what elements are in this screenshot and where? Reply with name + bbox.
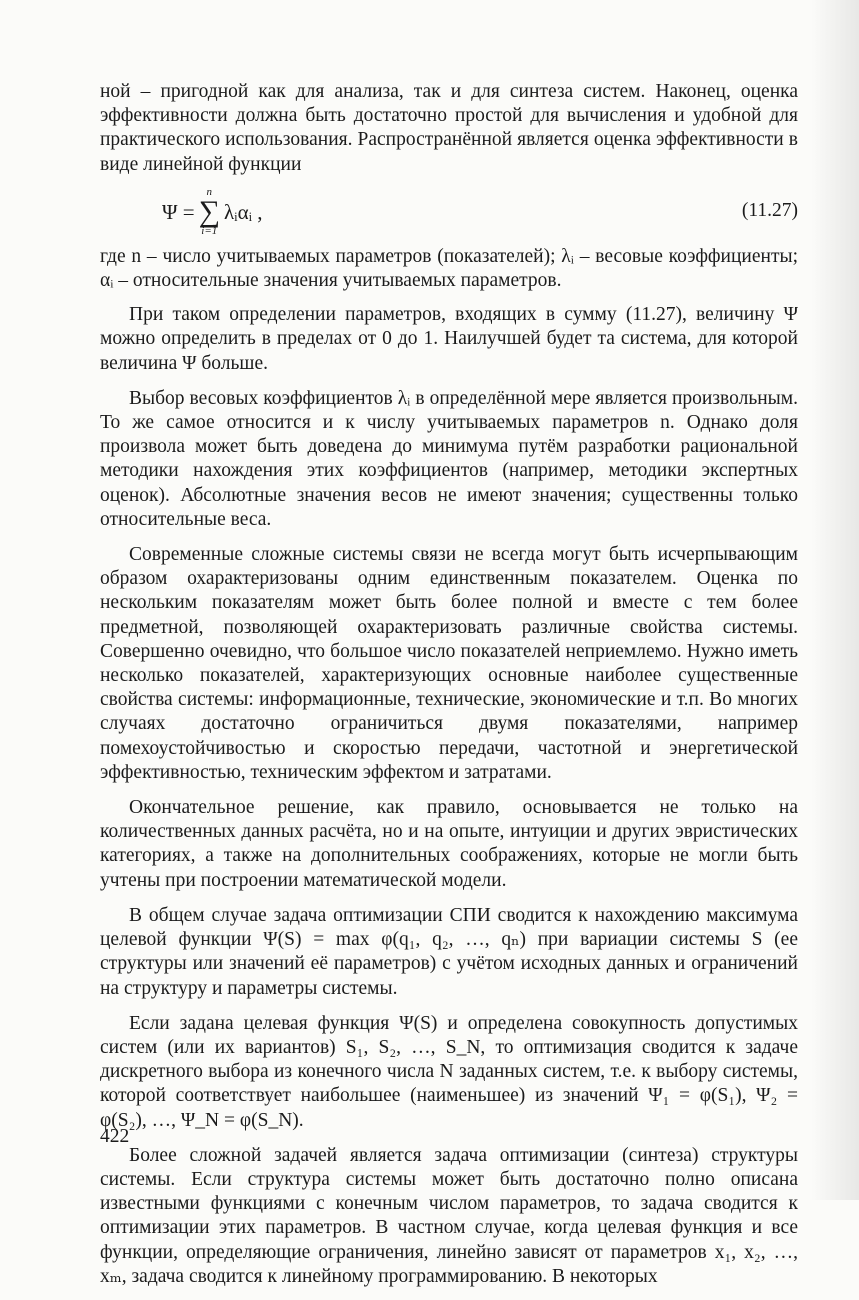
page-number: 422 xyxy=(100,1126,130,1147)
formula-term: λᵢαᵢ , xyxy=(223,199,263,224)
paragraph-complex-systems: Современные сложные системы связи не всегда могут быть исчерпывающим образом охарактеризованы одним единственным показателем. Оценка по нескольким показателям может быть более полной и вместе с тем более предметной, позволяющей охарактеризовать различные свойства системы. Совершенно очевидно, что большое число показателей неприемлемо. Нужно иметь несколько показателей, характеризующих основные наиболее существенные свойства системы: информационные, технические, экономические и т.п. Во многих случаях достаточно ограничиться двумя показателями, например помехоустойчивостью и скоростью передачи, частотной и энергетической эффективностью, техническим эффектом и затратами. xyxy=(100,544,798,783)
sum-lower-limit: i=1 xyxy=(201,224,218,237)
formula-11-27 xyxy=(100,181,798,241)
paragraph-final-decision: Окончательное решение, как правило, основывается не только на количественных данных расчёта, но и на опыте, интуиции и других эвристических категориях, а также на дополнительных соображениях, которые не могли быть учтены при построении математической модели. xyxy=(100,797,798,891)
paragraph-structure-synthesis: Более сложной задачей является задача оптимизации (синтеза) структуры системы. Если структура системы может быть достаточно полно описана известными функциями с конечным числом параметров, то задача сводится к оптимизации этих параметров. В частном случае, когда целевая функция и все функции, определяющие ограничения, линейно зависят от параметров x₁, x₂, …, xₘ, задача сводится к линейному программированию. В некоторых xyxy=(100,1144,798,1287)
sum-symbol: ∑ xyxy=(198,194,220,228)
sum-upper-limit: n xyxy=(206,185,213,198)
summation xyxy=(199,187,220,237)
formula-number: (11.27) xyxy=(741,199,798,221)
formula-lhs: Ψ = xyxy=(162,199,195,224)
body-text xyxy=(100,80,798,1300)
paragraph-where: где n – число учитываемых параметров (показателей); λᵢ – весовые коэффициенты; αᵢ – относительные значения учитываемых параметров. xyxy=(100,245,798,292)
formula-expression xyxy=(162,187,263,237)
paragraph-range: При таком определении параметров, входящих в сумму (11.27), величину Ψ можно определить в пределах от 0 до 1. Наилучшей будет та система, для которой величина Ψ больше. xyxy=(100,304,798,374)
paragraph-discrete-choice: Если задана целевая функция Ψ(S) и определена совокупность допустимых систем (или их вариантов) S₁, S₂, …, S_N, то оптимизация сводится к задаче дискретного выбора из конечного числа N заданных систем, т.е. к выбору системы, которой соответствует наибольшее (наименьшее) из значений Ψ₁ = φ(S₁), Ψ₂ = φ(S₂), …, Ψ_N = φ(S_N). xyxy=(100,1012,798,1131)
paragraph-weights: Выбор весовых коэффициентов λᵢ в определённой мере является произвольным. То же самое относится и к числу учитываемых параметров n. Однако доля произвола может быть доведена до минимума путём разработки рациональной методики нахождения этих коэффициентов (например, методики экспертных оценок). Абсолютные значения весов не имеют значения; существенны только относительные веса. xyxy=(100,387,798,530)
scan-edge-shadow xyxy=(811,0,859,1200)
paragraph-intro: ной – пригодной как для анализа, так и для синтеза систем. Наконец, оценка эффективности должна быть достаточно простой для вычисления и удобной для практического использования. Распространённой является оценка эффективности в виде линейной функции xyxy=(100,81,798,175)
paragraph-optimization: В общем случае задача оптимизации СПИ сводится к нахождению максимума целевой функции Ψ(S) = max φ(q₁, q₂, …, qₙ) при вариации системы S (ее структуры или значений её параметров) с учётом исходных данных и ограничений на структуру и параметры системы. xyxy=(100,904,798,999)
